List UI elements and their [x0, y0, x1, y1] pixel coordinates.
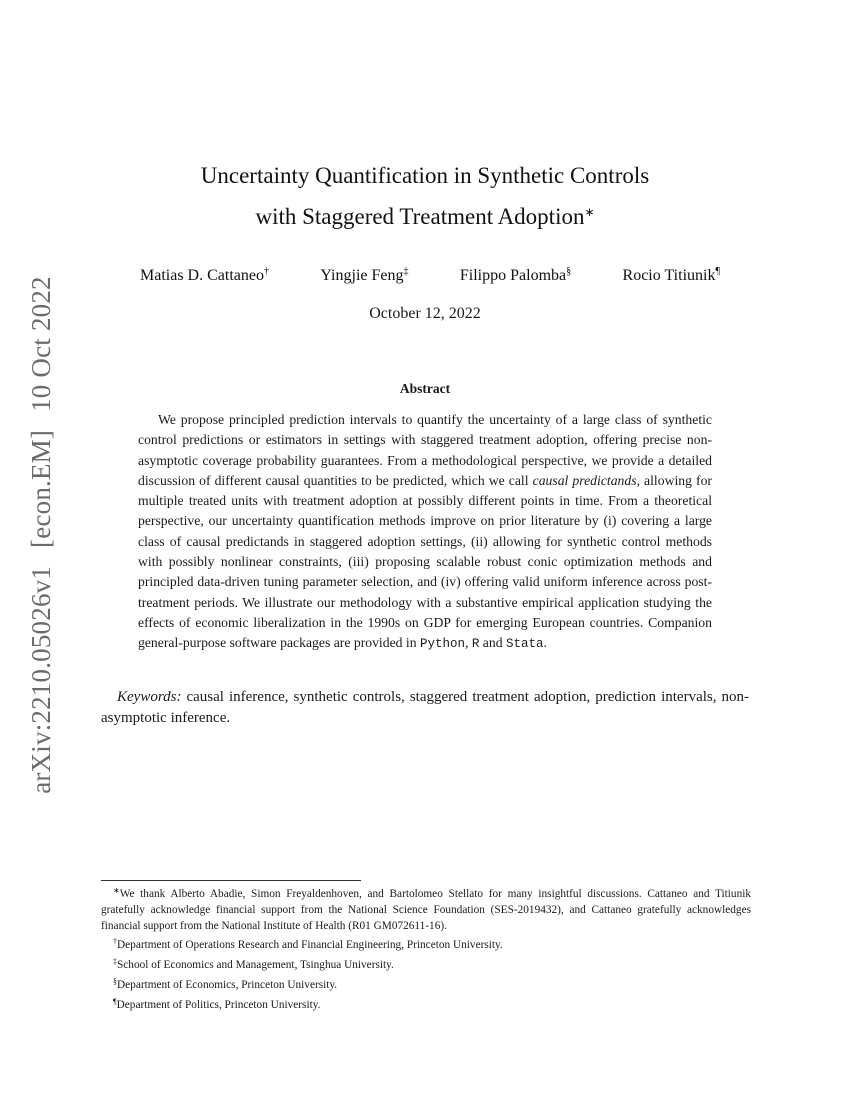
author: Filippo Palomba§ [459, 266, 572, 284]
keywords: Keywords: causal inference, synthetic controls, staggered treatment adoption, prediction intervals, non-asymptotic inference. [101, 689, 749, 726]
author: Matias D. Cattaneo† [140, 266, 269, 284]
footnotes [101, 883, 751, 1014]
author: Rocio Titiunik¶ [622, 266, 720, 284]
paper-title-line-2: with Staggered Treatment Adoption∗ [255, 204, 595, 229]
footnote-affiliation: †Department of Operations Research and Financial Engineering, Princeton University. [113, 937, 503, 952]
paper-date: October 12, 2022 [369, 305, 481, 322]
author-list [140, 266, 720, 290]
software-r: R [471, 637, 480, 652]
paper-title-line-1: Uncertainty Quantification in Synthetic Controls [200, 163, 650, 188]
keywords-label: Keywords: [117, 689, 182, 705]
abstract-heading: Abstract [399, 381, 451, 396]
footnote-acknowledgments: ∗We thank Alberto Abadie, Simon Freyaldenhoven, and Bartolomeo Stellato for many insightful discussions. Cattaneo and Titiunik gratefully acknowledge financial support from the National Science Foundation (SES-2019432), and Cattaneo gratefully acknowledges financial support from the National Institute of Health (R01 GM072611-16). [101, 886, 751, 932]
footnote-affiliation: ‡School of Economics and Management, Tsinghua University. [113, 957, 394, 972]
arxiv-date: 10 Oct 2022 [26, 276, 56, 412]
arxiv-category: [econ.EM] [26, 429, 56, 548]
software-stata: Stata [505, 637, 544, 652]
footnote-rule [101, 880, 361, 881]
footnote-affiliation: §Department of Economics, Princeton University. [113, 976, 338, 991]
author: Yingjie Feng‡ [320, 266, 409, 284]
arxiv-id: arXiv:2210.05026v1 [26, 565, 56, 794]
italic-term: causal predictands [532, 472, 637, 488]
abstract-body: We propose principled prediction intervals to quantify the uncertainty of a large class of synthetic control predictions or estimators in settings with staggered treatment adoption, offering precise non-asymptotic coverage probability guarantees. From a methodological perspective, we provide a detailed discussion of different causal quantities to be predicted, which we call causal predictands, allowing for multiple treated units with treatment adoption at possibly different points in time. From a theoretical perspective, our uncertainty quantification methods improve on prior literature by (i) covering a large class of causal predictands in staggered adoption settings, (ii) allowing for synthetic control methods with possibly nonlinear constraints, (iii) proposing scalable robust conic optimization methods and principled data-driven tuning parameter selection, and (iv) offering valid uniform inference across post-treatment periods. We illustrate our methodology with a substantive empirical application studying the effects of economic liberalization in the 1990s on GDP for emerging European countries. Companion general-purpose software packages are provided in Python, R and Stata. [138, 412, 712, 652]
arxiv-sidebar-identifier [26, 255, 56, 815]
title-footnote-mark: ∗ [584, 205, 595, 219]
software-python: Python [420, 637, 466, 652]
footnote-affiliation: ¶Department of Politics, Princeton University. [113, 996, 321, 1011]
